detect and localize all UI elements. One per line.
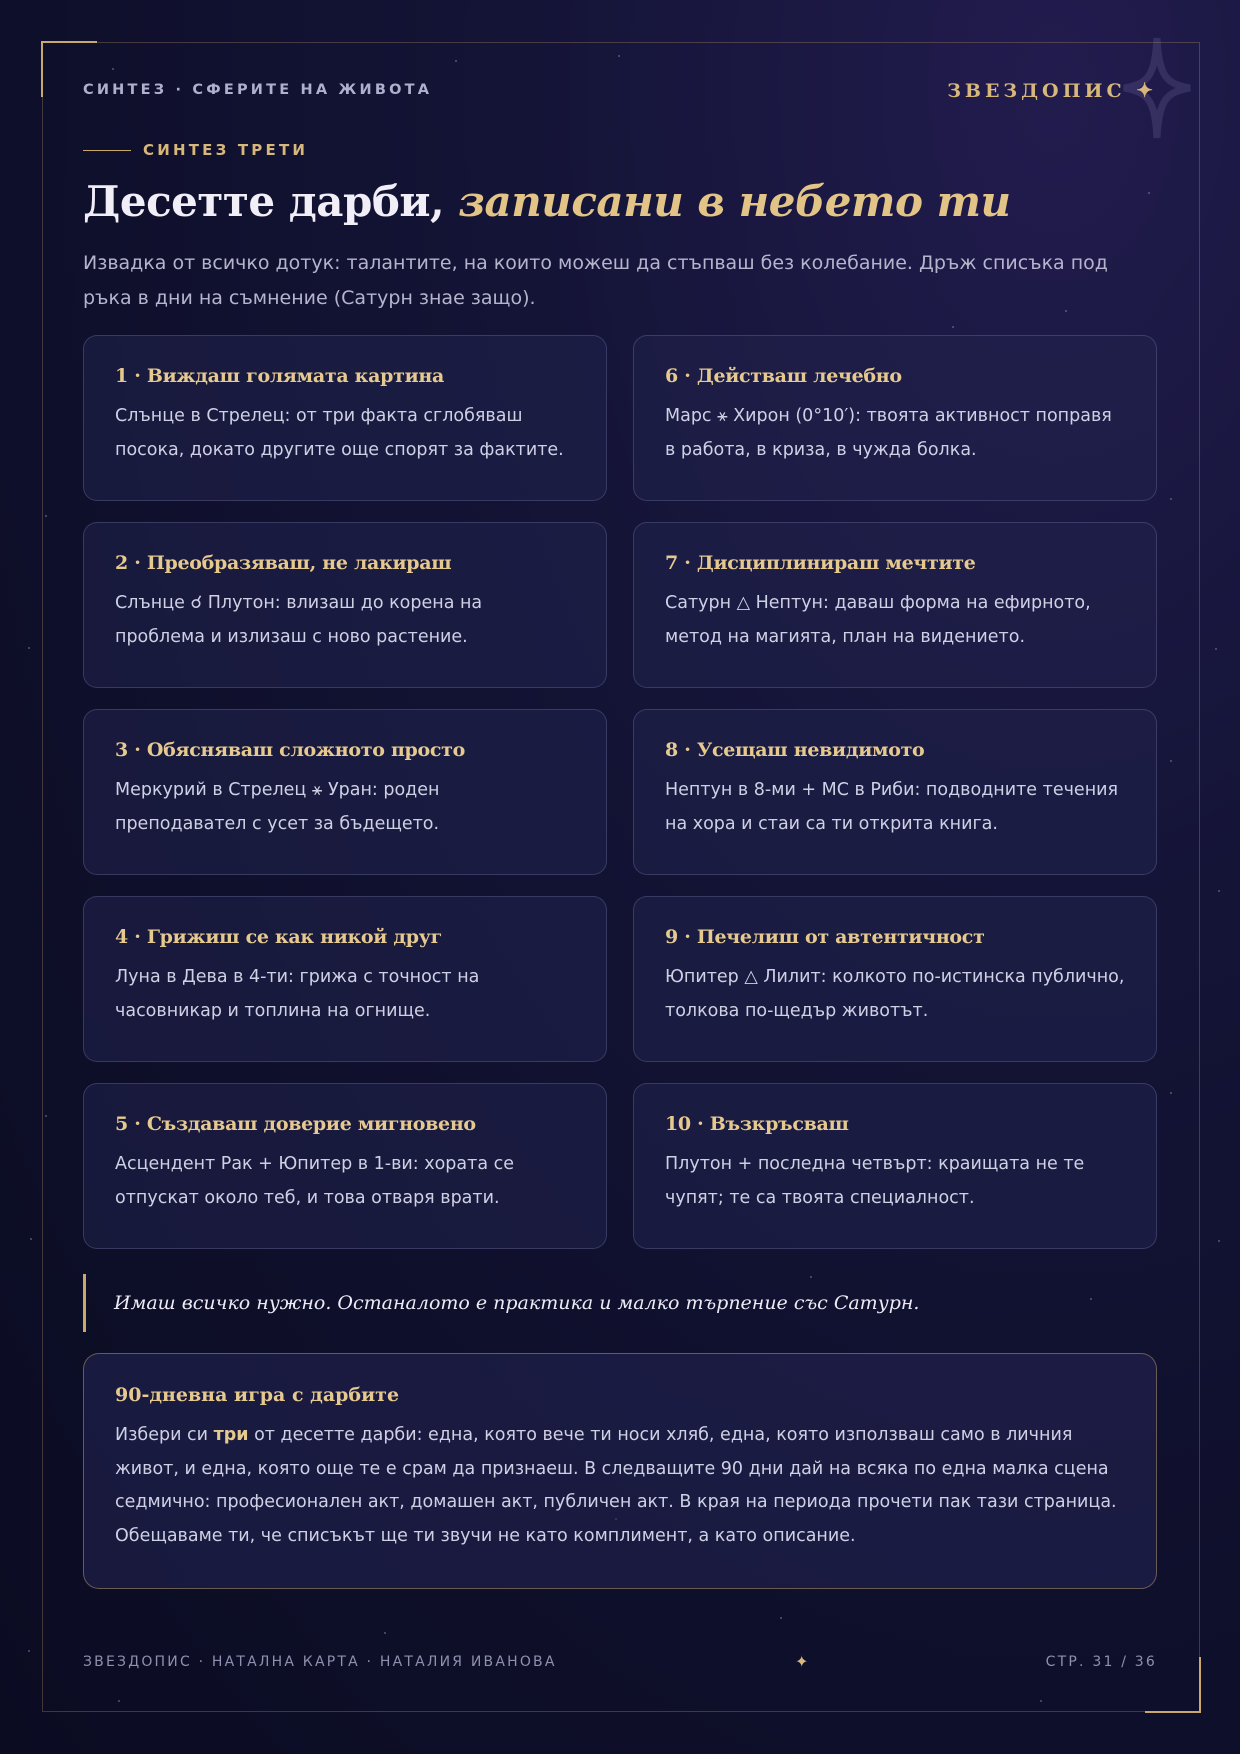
page-number: СТР. 31 / 36 bbox=[1045, 1654, 1157, 1670]
gift-card bbox=[633, 709, 1157, 875]
gift-title: 8 · Усещаш невидимото bbox=[665, 739, 925, 761]
challenge-box bbox=[83, 1353, 1157, 1589]
gift-card bbox=[83, 335, 607, 501]
gift-card bbox=[83, 1083, 607, 1249]
gift-title: 3 · Обясняваш сложното просто bbox=[115, 739, 466, 761]
gift-title: 6 · Действаш лечебно bbox=[665, 365, 902, 387]
page-header bbox=[83, 78, 1157, 106]
gift-text: Юпитер △ Лилит: колкото по-истинска публично, толкова по-щедър животът. bbox=[665, 967, 1125, 1021]
gift-text: Сатурн △ Нептун: даваш форма на ефирното, метод на магията, план на видението. bbox=[665, 593, 1091, 647]
gift-card bbox=[633, 522, 1157, 688]
gift-title: 2 · Преобразяваш, не лакираш bbox=[115, 552, 452, 574]
gift-card bbox=[633, 1083, 1157, 1249]
page-footer bbox=[83, 1654, 1157, 1674]
gift-text: Асцендент Рак + Юпитер в 1-ви: хората се отпускат около теб, и това отваря врати. bbox=[115, 1154, 514, 1208]
eyebrow-text: СИНТЕЗ ТРЕТИ bbox=[143, 141, 309, 159]
gift-text: Слънце ☌ Плутон: влизаш до корена на проблема и излизаш с ново растение. bbox=[115, 593, 483, 647]
gift-title: 9 · Печелиш от автентичност bbox=[665, 926, 985, 948]
eyebrow-rule bbox=[83, 150, 131, 151]
title-main: Десетте дарби, bbox=[83, 177, 445, 226]
page-title bbox=[83, 177, 1011, 226]
four-point-star-icon: ✦ bbox=[1136, 78, 1157, 102]
gift-title: 4 · Грижиш се как никой друг bbox=[115, 926, 442, 948]
gift-card bbox=[83, 896, 607, 1062]
gift-card bbox=[83, 709, 607, 875]
gift-text: Плутон + последна четвърт: краищата не те чупят; те са твоята специалност. bbox=[665, 1154, 1085, 1208]
challenge-text-end: от десетте дарби: една, която вече ти носи хляб, една, която използваш само в личния живот, и една, която още те е срам да признаеш. В следващите 90 дни дай на всяка по една малка сцена седмично: професионален акт, домашен акт, публичен акт. В края на периода прочети пак тази страница. Обещаваме ти, че списъкът ще ти звучи не като комплимент, а като описание. bbox=[115, 1425, 1117, 1546]
eyebrow bbox=[83, 141, 308, 159]
gift-card bbox=[633, 896, 1157, 1062]
gift-title: 10 · Възкръсваш bbox=[665, 1113, 849, 1135]
gift-text: Слънце в Стрелец: от три факта сглобяваш посока, докато другите още спорят за фактите. bbox=[115, 406, 564, 460]
gift-card bbox=[83, 522, 607, 688]
intro-paragraph: Извадка от всичко дотук: талантите, на които можеш да стъпваш без колебание. Дръж списъка под ръка в дни на съмнение (Сатурн знае защо). bbox=[83, 252, 1108, 309]
gift-title: 7 · Дисциплинираш мечтите bbox=[665, 552, 976, 574]
brand-name: ЗВЕЗДОПИС bbox=[947, 80, 1126, 102]
brand-logo bbox=[947, 78, 1157, 102]
section-label: СИНТЕЗ · СФЕРИТЕ НА ЖИВОТА bbox=[83, 82, 433, 98]
challenge-text-start: Избери си bbox=[115, 1425, 214, 1445]
title-accent: записани в небето ти bbox=[458, 177, 1011, 226]
pull-quote: Имаш всичко нужно. Останалото е практика и малко търпение със Сатурн. bbox=[83, 1274, 919, 1332]
challenge-title: 90-дневна игра с дарбите bbox=[115, 1384, 400, 1406]
gift-text: Марс ⚹ Хирон (0°10′): твоята активност поправя в работа, в криза, в чужда болка. bbox=[665, 406, 1112, 460]
gift-card bbox=[633, 335, 1157, 501]
gift-text: Нептун в 8-ми + MC в Риби: подводните течения на хора и стаи са ти открита книга. bbox=[665, 780, 1119, 834]
four-point-star-icon: ✦ bbox=[795, 1652, 811, 1671]
gift-text: Луна в Дева в 4-ти: грижа с точност на часовникар и топлина на огнище. bbox=[115, 967, 480, 1021]
footer-credit: ЗВЕЗДОПИС · НАТАЛНА КАРТА · НАТАЛИЯ ИВАНОВА bbox=[83, 1654, 557, 1670]
challenge-text bbox=[115, 1419, 1125, 1553]
gift-title: 1 · Виждаш голямата картина bbox=[115, 365, 444, 387]
gift-text: Меркурий в Стрелец ⚹ Уран: роден преподавател с усет за бъдещето. bbox=[115, 780, 440, 834]
challenge-highlight: три bbox=[213, 1425, 249, 1445]
gift-title: 5 · Създаваш доверие мигновено bbox=[115, 1113, 476, 1135]
